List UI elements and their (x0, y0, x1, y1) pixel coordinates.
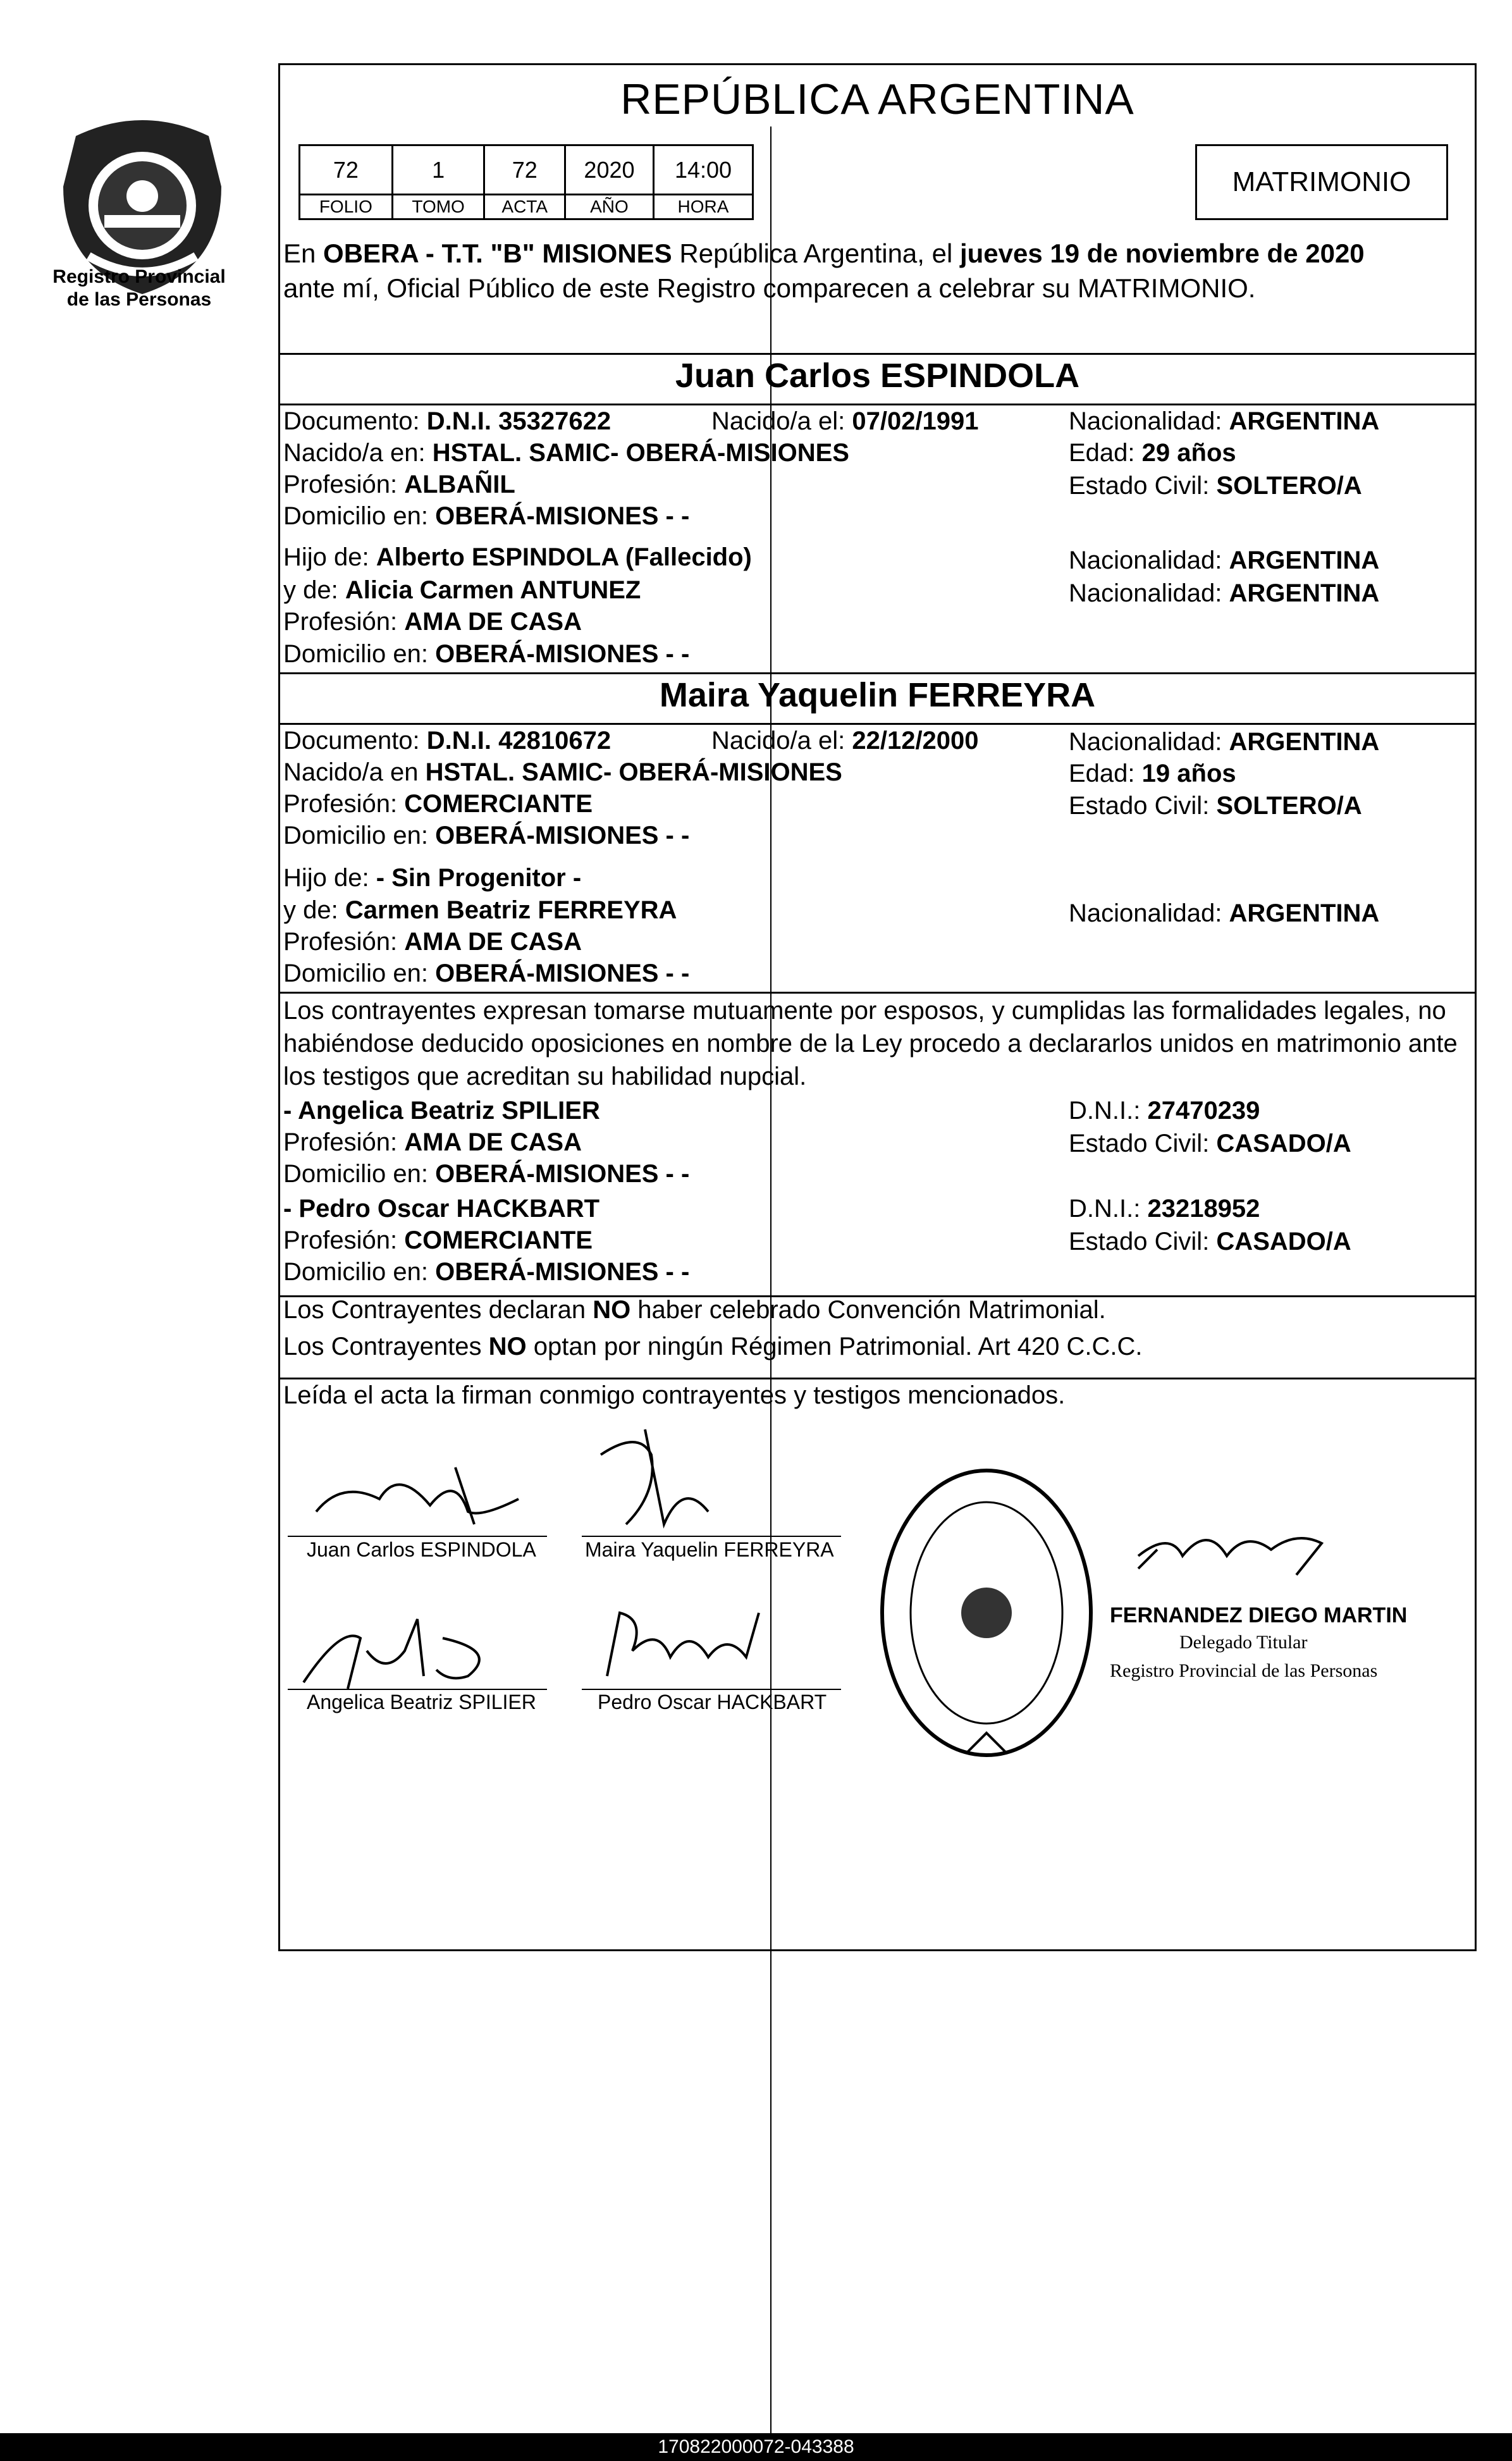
hour-value: 14:00 (654, 145, 753, 195)
witness1-name: - Angelica Beatriz SPILIER (283, 1097, 600, 1125)
hour-label: HORA (654, 195, 753, 219)
signature-official (1132, 1518, 1341, 1588)
spouse1-nationality: Nacionalidad: ARGENTINA (1069, 407, 1380, 435)
folio-value: 72 (300, 145, 393, 195)
spouse1-mother: y de: Alicia Carmen ANTUNEZ (283, 576, 641, 604)
official-role: Delegado Titular (1179, 1632, 1308, 1653)
spouse1-birth-date: Nacido/a el: 07/02/1991 (711, 407, 979, 435)
intro-line-1: En OBERA - T.T. "B" MISIONES República Argentina, el jueves 19 de noviembre de 2020 (283, 238, 1365, 268)
spouse2-mother-nationality: Nacionalidad: ARGENTINA (1069, 899, 1380, 927)
spouse2-father: Hijo de: - Sin Progenitor - (283, 864, 582, 892)
witness1-profession: Profesión: AMA DE CASA (283, 1128, 582, 1156)
intro-line-2: ante mí, Oficial Público de este Registro comparecen a celebrar su MATRIMONIO. (283, 273, 1256, 303)
spouse1-domicile: Domicilio en: OBERÁ-MISIONES - - (283, 502, 690, 530)
page-title: REPÚBLICA ARGENTINA (620, 75, 1134, 123)
witness1-civil-status: Estado Civil: CASADO/A (1069, 1130, 1351, 1157)
witness2-profession: Profesión: COMERCIANTE (283, 1226, 593, 1254)
record-fields-table (298, 144, 754, 220)
signature-line-2 (582, 1536, 841, 1537)
signature-label-1: Juan Carlos ESPINDOLA (307, 1538, 536, 1561)
witness2-civil-status: Estado Civil: CASADO/A (1069, 1228, 1351, 1255)
convention-statement: Los Contrayentes declaran NO haber celebrado Convención Matrimonial. (283, 1296, 1106, 1324)
signature-juan (304, 1455, 531, 1537)
spouse1-profession: Profesión: ALBAÑIL (283, 471, 515, 498)
acta-label: ACTA (484, 195, 565, 219)
document-type-box: MATRIMONIO (1195, 144, 1448, 220)
spouse2-civil-status: Estado Civil: SOLTERO/A (1069, 792, 1362, 820)
spouse2-parent-domicile: Domicilio en: OBERÁ-MISIONES - - (283, 959, 690, 987)
signature-angelica (291, 1613, 519, 1695)
signature-line-3 (288, 1689, 547, 1690)
spouse1-civil-status: Estado Civil: SOLTERO/A (1069, 472, 1362, 500)
spouse1-name: Juan Carlos ESPINDOLA (675, 357, 1080, 395)
spouse2-nationality: Nacionalidad: ARGENTINA (1069, 728, 1380, 756)
folio-label: FOLIO (300, 195, 393, 219)
declaration-line-1: Los contrayentes expresan tomarse mutuamente por esposos, y cumplidas las formalidades legales, no (283, 997, 1446, 1025)
witness1-dni: D.N.I.: 27470239 (1069, 1097, 1260, 1125)
spouse1-document: Documento: D.N.I. 35327622 (283, 407, 612, 435)
regime-statement: Los Contrayentes NO optan por ningún Régimen Patrimonial. Art 420 C.C.C. (283, 1333, 1143, 1360)
official-name: FERNANDEZ DIEGO MARTIN (1110, 1603, 1408, 1627)
declaration-line-2: habiéndose deducido oposiciones en nombre de la Ley procedo a declararlos unidos en matrimonio ante (283, 1030, 1458, 1058)
spouse2-document: Documento: D.N.I. 42810672 (283, 727, 612, 755)
year-label: AÑO (565, 195, 653, 219)
tomo-label: TOMO (392, 195, 484, 219)
year-value: 2020 (565, 145, 653, 195)
spouse2-birthplace: Nacido/a en HSTAL. SAMIC- OBERÁ-MISIONES (283, 758, 842, 786)
tomo-value: 1 (392, 145, 484, 195)
acta-value: 72 (484, 145, 565, 195)
registry-logo-text: Registro Provincial de las Personas (52, 266, 226, 310)
official-organization: Registro Provincial de las Personas (1110, 1660, 1378, 1681)
official-stamp (873, 1461, 1100, 1765)
spouse1-parent-domicile: Domicilio en: OBERÁ-MISIONES - - (283, 640, 690, 668)
spouse2-mother: y de: Carmen Beatriz FERREYRA (283, 896, 677, 924)
spouse2-profession: Profesión: COMERCIANTE (283, 790, 593, 818)
signature-maira (588, 1417, 715, 1537)
spouse1-parent-profession: Profesión: AMA DE CASA (283, 608, 582, 636)
signature-pedro (588, 1600, 778, 1695)
signature-label-3: Angelica Beatriz SPILIER (307, 1691, 536, 1713)
document-barcode-id: 170822000072-043388 (0, 2433, 1512, 2461)
spouse1-birthplace: Nacido/a en: HSTAL. SAMIC- OBERÁ-MISIONES (283, 439, 849, 467)
spouse1-father-nationality: Nacionalidad: ARGENTINA (1069, 546, 1380, 574)
witness2-domicile: Domicilio en: OBERÁ-MISIONES - - (283, 1258, 690, 1286)
signature-line-4 (582, 1689, 841, 1690)
witness1-domicile: Domicilio en: OBERÁ-MISIONES - - (283, 1160, 690, 1188)
signature-label-2: Maira Yaquelin FERREYRA (585, 1538, 834, 1561)
declaration-line-3: los testigos que acreditan su habilidad nupcial. (283, 1063, 807, 1090)
spouse2-birth-date: Nacido/a el: 22/12/2000 (711, 727, 979, 755)
spouse1-age: Edad: 29 años (1069, 439, 1236, 467)
signature-line-1 (288, 1536, 547, 1537)
closing-statement: Leída el acta la firman conmigo contrayentes y testigos mencionados. (283, 1381, 1066, 1409)
witness2-dni: D.N.I.: 23218952 (1069, 1195, 1260, 1223)
spouse2-domicile: Domicilio en: OBERÁ-MISIONES - - (283, 822, 690, 849)
signature-label-4: Pedro Oscar HACKBART (598, 1691, 827, 1713)
spouse2-age: Edad: 19 años (1069, 760, 1236, 787)
spouse2-name: Maira Yaquelin FERREYRA (659, 676, 1096, 714)
spouse2-parent-profession: Profesión: AMA DE CASA (283, 928, 582, 956)
spouse1-father: Hijo de: Alberto ESPINDOLA (Fallecido) (283, 543, 752, 571)
witness2-name: - Pedro Oscar HACKBART (283, 1195, 600, 1223)
spouse1-mother-nationality: Nacionalidad: ARGENTINA (1069, 579, 1380, 607)
